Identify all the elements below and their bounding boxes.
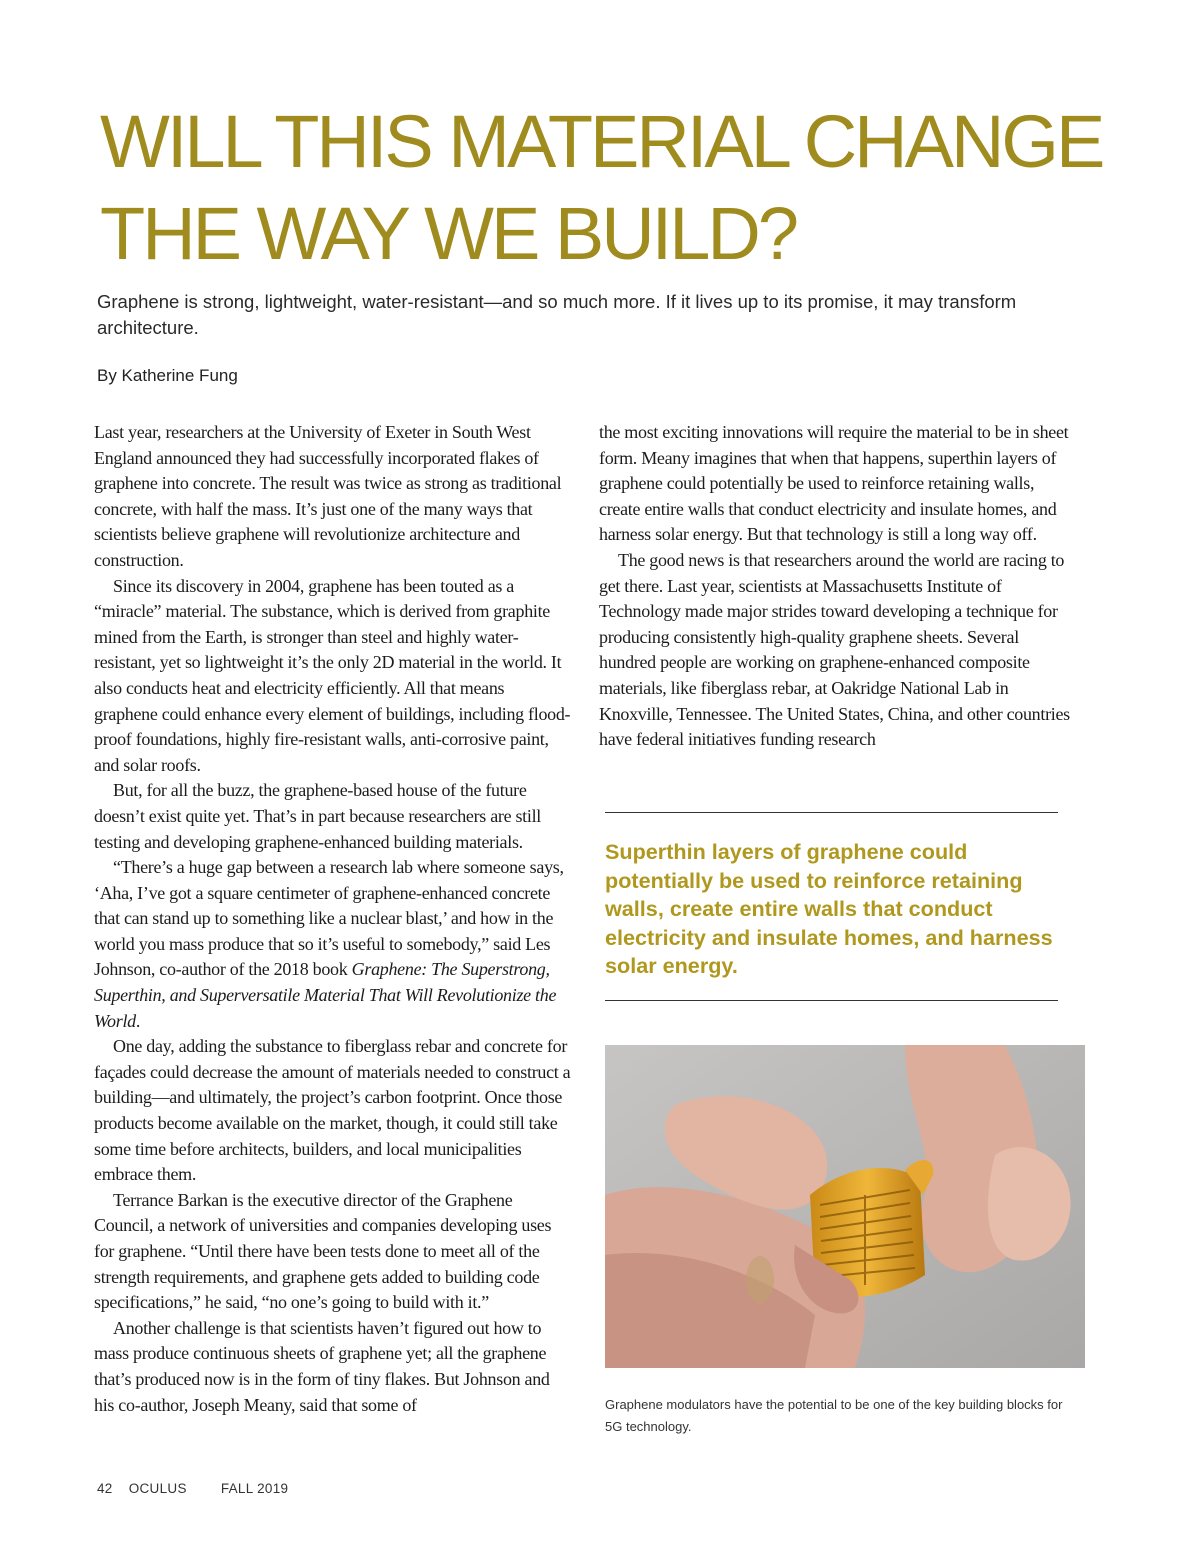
headline-line-2: THE WAY WE BUILD? xyxy=(100,192,796,275)
quote-end: . xyxy=(135,1010,141,1031)
graphene-modulator-photo xyxy=(605,1045,1085,1368)
paragraph: Last year, researchers at the University of Exeter in South West England announced they had successfully incorporated flakes of graphene into concrete. The result was twice as strong as traditional concrete, with half the mass. It’s just one of the many ways that scientists believe graphene will revolutionize architecture and construction. xyxy=(94,422,562,570)
photo-illustration xyxy=(605,1045,1085,1368)
pullquote-top-rule xyxy=(605,812,1058,813)
book-title: Graphene: The Superstrong, Superthin, and Superversatile Material That Will Revolutionize the World xyxy=(94,959,557,1031)
page-number: 42 xyxy=(97,1481,113,1496)
magazine-name: OCULUS xyxy=(128,1481,187,1496)
paragraph: Terrance Barkan is the executive director of the Graphene Council, a network of universities and companies developing uses for graphene. “Until there have been tests done to meet all of the strength requirements, and graphene gets added to building code specifications,” he said, “no one’s going to build with it.” xyxy=(94,1189,552,1313)
body-column-right xyxy=(599,420,1079,753)
pullquote: Superthin layers of graphene could potentially be used to reinforce retaining walls, create entire walls that conduct electricity and insulate homes, and harness solar energy. xyxy=(605,839,1053,979)
byline: By Katherine Fung xyxy=(97,366,238,385)
quote-text: “There’s a huge gap between a research lab where someone says, ‘Aha, I’ve got a square centimeter of graphene-enhanced concrete that can stand up to something like a nuclear blast,’ and how in the world you mass produce that so it’s useful to somebody,” said Les Johnson, co-author of the 2018 book xyxy=(94,857,564,980)
issue-label: FALL 2019 xyxy=(220,1481,289,1496)
body-column-left xyxy=(94,420,572,1418)
article-deck: Graphene is strong, lightweight, water-resistant—and so much more. If it lives up to its promise, it may transform architecture. xyxy=(97,291,1017,338)
paragraph: The good news is that researchers around the world are racing to get there. Last year, scientists at Massachusetts Institute of Technology made major strides toward developing a technique for producing consistently high-quality graphene sheets. Several hundred people are working on graphene-enhanced composite materials, like fiberglass rebar, at Oakridge National Lab in Knoxville, Tennessee. The United States, China, and other countries have federal initiatives funding research xyxy=(599,549,1070,750)
paragraph: But, for all the buzz, the graphene-based house of the future doesn’t exist quite yet. That’s in part because researchers are still testing and developing graphene-enhanced building materials. xyxy=(94,780,541,852)
headline-line-1: WILL THIS MATERIAL CHANGE xyxy=(100,100,1103,183)
article-headline xyxy=(100,96,1120,280)
photo-caption: Graphene modulators have the potential to be one of the key building blocks for 5G technology. xyxy=(605,1397,1063,1434)
page-footer xyxy=(97,1481,300,1496)
paragraph: One day, adding the substance to fiberglass rebar and concrete for façades could decrease the amount of materials needed to construct a building—and ultimately, the project’s carbon footprint. Once those products become available on the market, though, it could still take some time before architects, builders, and local municipalities embrace them. xyxy=(94,1036,571,1185)
quote-paragraph xyxy=(94,855,572,1034)
paragraph: the most exciting innovations will require the material to be in sheet form. Meany imagines that when that happens, superthin layers of graphene could potentially be used to reinforce retaining walls, create entire walls that conduct electricity and insulate homes, and harness solar energy. But that technology is still a long way off. xyxy=(599,422,1069,545)
paragraph: Since its discovery in 2004, graphene has been touted as a “miracle” material. The substance, which is derived from graphite mined from the Earth, is stronger than steel and highly water-resistant, yet so lightweight it’s the only 2D material in the world. It also conducts heat and electricity efficiently. All that means graphene could enhance every element of buildings, including flood-proof foundations, highly fire-resistant walls, anti-corrosive paint, and solar roofs. xyxy=(94,575,571,775)
paragraph: Another challenge is that scientists haven’t figured out how to mass produce continuous sheets of graphene yet; all the graphene that’s produced now is in the form of tiny flakes. But Johnson and his co-author, Joseph Meany, said that some of xyxy=(94,1317,550,1415)
pullquote-bottom-rule xyxy=(605,1000,1058,1001)
